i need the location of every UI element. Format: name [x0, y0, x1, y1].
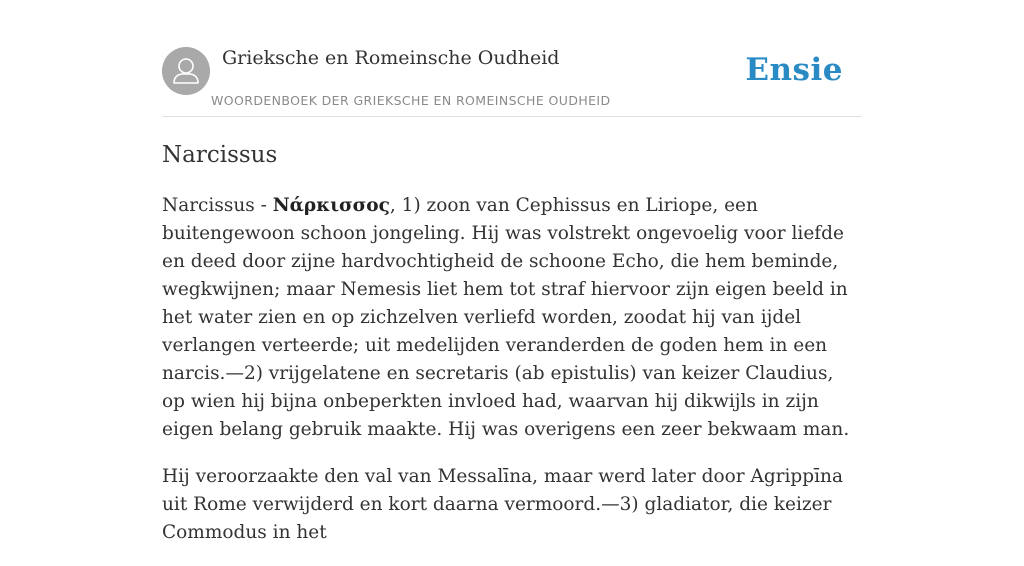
entry-title: Narcissus: [162, 142, 278, 168]
entry-body: [162, 192, 862, 566]
page-container: [162, 0, 862, 543]
ensie-logo[interactable]: Ensie: [745, 52, 843, 88]
source-subtitle: WOORDENBOEK DER GRIEKSCHE EN ROMEINSCHE OUDHEID: [211, 93, 611, 108]
user-avatar-icon[interactable]: [162, 47, 210, 95]
source-header: [162, 0, 862, 117]
greek-term: Νάρκισσος: [272, 195, 390, 216]
entry-text: , 1) zoon van Cephissus en Liriope, een buitengewoon schoon jongeling. Hij was volstrekt ongevoelig voor liefde en deed door zijne hardvochtigheid de schoone Echo, die hem beminde, wegkwijnen; maar Nemesis liet hem tot straf hiervoor zijn eigen beeld in het water zien en op zichzelven verliefd worden, zoodat hij van ijdel verlangen verteerde; uit medelijden veranderden de goden hem in een narcis.—2) vrijgelatene en secretaris (ab epistulis) van keizer Claudius, op wien hij bijna onbeperkten invloed had, waarvan hij dikwijls in zijn eigen belang gebruik maakte. Hij was overigens een zeer bekwaam man.: [162, 195, 850, 440]
entry-paragraph: [162, 463, 862, 547]
entry-lead: Narcissus -: [162, 195, 273, 216]
entry-paragraph: [162, 192, 862, 444]
source-title[interactable]: Grieksche en Romeinsche Oudheid: [222, 47, 560, 69]
entry-text: Hij veroorzaakte den val van Messalīna, maar werd later door Agrippīna uit Rome verwijderd en kort daarna vermoord.—3) gladiator, die keizer Commodus in het: [162, 466, 843, 543]
